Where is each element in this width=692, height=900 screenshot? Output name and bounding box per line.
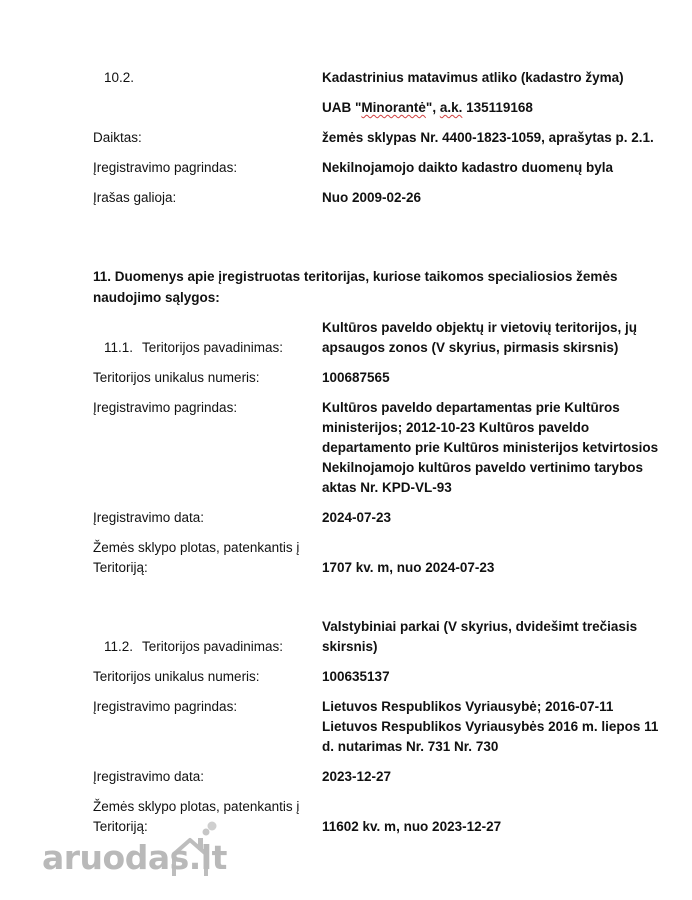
- watermark-tld: .lt: [188, 838, 227, 877]
- territory-1-area-label-line1: Žemės sklypo plotas, patenkantis į: [93, 540, 300, 555]
- territory-1-basis-line3: departamento prie Kultūros ministerijos ketvirtosios: [322, 440, 659, 455]
- section-11-heading-line1: 11. Duomenys apie įregistruotas teritorijas, kuriose taikomos specialiosios žemės: [93, 269, 618, 284]
- registration-basis-value: Nekilnojamojo daikto kadastro duomenų byla: [322, 160, 614, 175]
- company-code: 135119168: [462, 100, 533, 115]
- territory-2-name-line2: skirsnis): [322, 639, 378, 654]
- territory-1-basis-line4: Nekilnojamojo kultūros paveldo vertinimo tarybos: [322, 460, 644, 475]
- company-prefix: UAB ": [322, 100, 362, 115]
- territory-2-name-line1: Valstybiniai parkai (V skyrius, dvidešimt trečiasis: [322, 619, 638, 634]
- territory-1-unique-value: 100687565: [322, 370, 390, 385]
- company-code-label: a.k.: [439, 100, 463, 115]
- watermark-text: [42, 838, 227, 878]
- territory-2-area-value: 11602 kv. m, nuo 2023-12-27: [322, 819, 502, 834]
- daiktas-label: Daiktas:: [93, 130, 142, 145]
- watermark-main: aruodas: [42, 838, 189, 877]
- territory-2-name-label: Teritorijos pavadinimas:: [142, 639, 284, 654]
- territory-1-area-value: 1707 kv. m, nuo 2024-07-23: [322, 560, 495, 575]
- territory-1-basis-line5: aktas Nr. KPD-VL-93: [322, 480, 452, 495]
- territory-1-name-label: Teritorijos pavadinimas:: [142, 340, 284, 355]
- territory-2-date-label: Įregistravimo data:: [93, 769, 205, 784]
- territory-2-area-label-line1: Žemės sklypo plotas, patenkantis į: [93, 799, 300, 814]
- territory-1-date-value: 2024-07-23: [322, 510, 392, 525]
- record-valid-label: Įrašas galioja:: [93, 190, 177, 205]
- section-11-heading-line2: naudojimo sąlygos:: [93, 290, 220, 305]
- company-mid: ",: [425, 100, 440, 115]
- territory-2-basis-line1: Lietuvos Respublikos Vyriausybė; 2016-07-11: [322, 699, 614, 714]
- territory-1-unique-label: Teritorijos unikalus numeris:: [93, 370, 260, 385]
- item-number-11-2: 11.2.: [104, 639, 134, 654]
- daiktas-value: žemės sklypas Nr. 4400-1823-1059, aprašytas p. 2.1.: [322, 130, 654, 145]
- territory-2-unique-label: Teritorijos unikalus numeris:: [93, 669, 260, 684]
- territory-1-date-label: Įregistravimo data:: [93, 510, 205, 525]
- territory-1-basis-line2: ministerijos; 2012-10-23 Kultūros paveldo: [322, 420, 590, 435]
- territory-1-area-label-line2: Teritoriją:: [93, 560, 148, 575]
- territory-2-date-value: 2023-12-27: [322, 769, 392, 784]
- company-name: Minorantė: [361, 100, 426, 115]
- registration-basis-label: Įregistravimo pagrindas:: [93, 160, 238, 175]
- territory-1-name-line1: Kultūros paveldo objektų ir vietovių teritorijos, jų: [322, 320, 638, 335]
- territory-2-basis-label: Įregistravimo pagrindas:: [93, 699, 238, 714]
- measurement-note: Kadastrinius matavimus atliko (kadastro žyma): [322, 70, 624, 85]
- territory-2-area-label-line2: Teritoriją:: [93, 819, 148, 834]
- territory-1-name-line2: apsaugos zonos (V skyrius, pirmasis skirsnis): [322, 340, 619, 355]
- territory-2-basis-line2: Lietuvos Respublikos Vyriausybės 2016 m. liepos 11: [322, 719, 659, 734]
- territory-1-basis-label: Įregistravimo pagrindas:: [93, 400, 238, 415]
- territory-2-basis-line3: d. nutarimas Nr. 731 Nr. 730: [322, 739, 499, 754]
- measurement-company: [322, 98, 533, 118]
- item-number-11-1: 11.1.: [104, 340, 134, 355]
- territory-2-unique-value: 100635137: [322, 669, 390, 684]
- territory-1-basis-line1: Kultūros paveldo departamentas prie Kultūros: [322, 400, 620, 415]
- item-number-10-2: 10.2.: [104, 70, 135, 85]
- record-valid-value: Nuo 2009-02-26: [322, 190, 422, 205]
